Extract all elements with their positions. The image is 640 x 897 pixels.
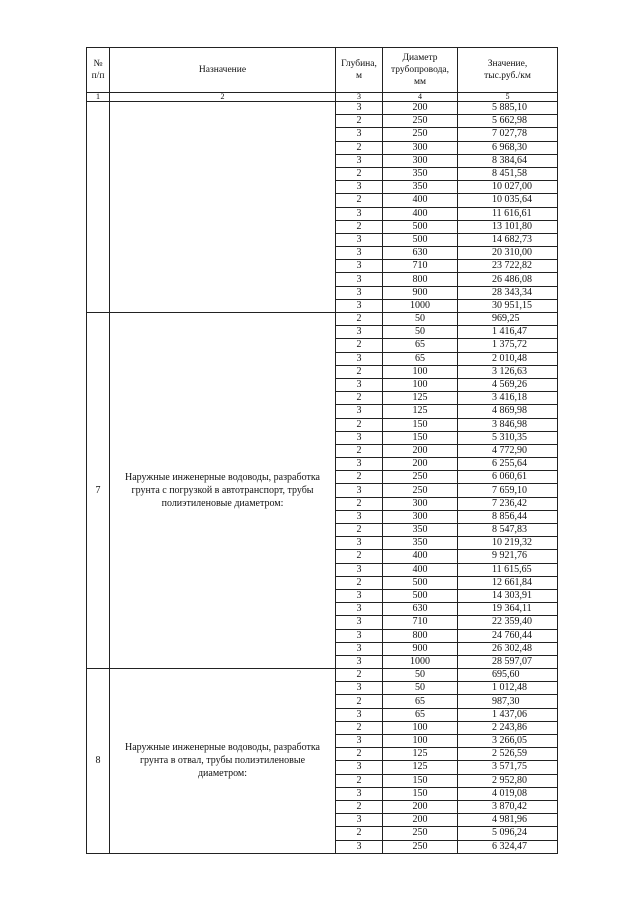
depth-cell: 2 [336, 827, 383, 840]
header-purpose: Назначение [110, 48, 336, 93]
value-text: 28 597,07 [492, 655, 532, 667]
diameter-cell: 50 [383, 326, 458, 339]
value-cell [458, 181, 558, 194]
diameter-cell: 710 [383, 260, 458, 273]
diameter-cell: 100 [383, 378, 458, 391]
diameter-cell: 350 [383, 181, 458, 194]
item-number: 8 [87, 669, 110, 854]
diameter-cell: 50 [383, 313, 458, 326]
value-text: 19 364,11 [492, 603, 532, 615]
value-cell [458, 128, 558, 141]
depth-cell: 3 [336, 735, 383, 748]
table-row [87, 669, 558, 682]
column-number: 1 [87, 93, 110, 102]
depth-cell: 3 [336, 207, 383, 220]
diameter-cell: 400 [383, 207, 458, 220]
value-text: 4 019,08 [492, 787, 527, 799]
value-cell [458, 695, 558, 708]
depth-cell: 3 [336, 326, 383, 339]
depth-cell: 3 [336, 682, 383, 695]
value-text: 22 359,40 [492, 616, 532, 628]
value-cell [458, 642, 558, 655]
value-text: 6 255,64 [492, 458, 527, 470]
diameter-cell: 250 [383, 115, 458, 128]
depth-cell: 3 [336, 286, 383, 299]
depth-cell: 3 [336, 616, 383, 629]
depth-cell: 3 [336, 484, 383, 497]
value-cell [458, 418, 558, 431]
diameter-cell: 250 [383, 827, 458, 840]
value-text: 28 343,34 [492, 286, 532, 298]
depth-cell: 3 [336, 814, 383, 827]
value-text: 24 760,44 [492, 629, 532, 641]
value-text: 3 870,42 [492, 801, 527, 813]
diameter-cell: 300 [383, 497, 458, 510]
depth-cell: 3 [336, 233, 383, 246]
diameter-cell: 500 [383, 220, 458, 233]
value-text: 2 526,59 [492, 748, 527, 760]
value-text: 4 869,98 [492, 405, 527, 417]
value-cell [458, 629, 558, 642]
diameter-cell: 500 [383, 233, 458, 246]
value-cell [458, 814, 558, 827]
value-cell [458, 537, 558, 550]
depth-cell: 2 [336, 339, 383, 352]
value-text: 1 375,72 [492, 339, 527, 351]
value-cell [458, 774, 558, 787]
diameter-cell: 500 [383, 589, 458, 602]
value-text: 4 772,90 [492, 444, 527, 456]
value-cell [458, 299, 558, 312]
diameter-cell: 350 [383, 524, 458, 537]
value-cell [458, 378, 558, 391]
diameter-cell: 900 [383, 642, 458, 655]
value-cell [458, 233, 558, 246]
value-cell [458, 655, 558, 668]
value-text: 7 659,10 [492, 484, 527, 496]
column-number: 2 [110, 93, 336, 102]
value-cell [458, 484, 558, 497]
diameter-cell: 350 [383, 537, 458, 550]
value-cell [458, 458, 558, 471]
value-cell [458, 102, 558, 115]
depth-cell: 2 [336, 774, 383, 787]
diameter-cell: 250 [383, 128, 458, 141]
value-cell [458, 167, 558, 180]
diameter-cell: 65 [383, 339, 458, 352]
depth-cell: 2 [336, 695, 383, 708]
depth-cell: 3 [336, 405, 383, 418]
diameter-cell: 100 [383, 735, 458, 748]
depth-cell: 2 [336, 115, 383, 128]
diameter-cell: 400 [383, 550, 458, 563]
depth-cell: 3 [336, 352, 383, 365]
diameter-cell: 50 [383, 682, 458, 695]
value-cell [458, 247, 558, 260]
table-row [87, 313, 558, 326]
value-text: 7 027,78 [492, 128, 527, 140]
value-text: 11 615,65 [492, 563, 532, 575]
diameter-cell: 300 [383, 141, 458, 154]
depth-cell: 2 [336, 365, 383, 378]
value-text: 7 236,42 [492, 497, 527, 509]
value-cell [458, 827, 558, 840]
diameter-cell: 800 [383, 273, 458, 286]
value-cell [458, 431, 558, 444]
value-cell [458, 326, 558, 339]
column-number-row [87, 93, 558, 102]
table-body [87, 102, 558, 854]
depth-cell: 3 [336, 655, 383, 668]
value-text: 12 661,84 [492, 576, 532, 588]
diameter-cell: 150 [383, 431, 458, 444]
diameter-cell: 200 [383, 102, 458, 115]
diameter-cell: 200 [383, 458, 458, 471]
value-cell [458, 576, 558, 589]
diameter-cell: 65 [383, 708, 458, 721]
value-text: 3 846,98 [492, 418, 527, 430]
depth-cell: 3 [336, 247, 383, 260]
diameter-cell: 400 [383, 563, 458, 576]
depth-cell: 3 [336, 603, 383, 616]
value-text: 6 968,30 [492, 141, 527, 153]
depth-cell: 3 [336, 563, 383, 576]
value-cell [458, 352, 558, 365]
value-cell [458, 286, 558, 299]
diameter-cell: 250 [383, 840, 458, 853]
diameter-cell: 350 [383, 167, 458, 180]
value-text: 5 096,24 [492, 827, 527, 839]
value-text: 2 952,80 [492, 774, 527, 786]
depth-cell: 3 [336, 260, 383, 273]
value-cell [458, 471, 558, 484]
depth-cell: 3 [336, 154, 383, 167]
diameter-cell: 150 [383, 787, 458, 800]
value-cell [458, 787, 558, 800]
value-text: 1 416,47 [492, 326, 527, 338]
diameter-cell: 100 [383, 365, 458, 378]
depth-cell: 2 [336, 141, 383, 154]
value-cell [458, 194, 558, 207]
value-text: 4 981,96 [492, 814, 527, 826]
diameter-cell: 150 [383, 774, 458, 787]
diameter-cell: 50 [383, 669, 458, 682]
diameter-cell: 500 [383, 576, 458, 589]
value-cell [458, 761, 558, 774]
value-cell [458, 563, 558, 576]
value-text: 14 303,91 [492, 590, 532, 602]
value-cell [458, 444, 558, 457]
diameter-cell: 630 [383, 603, 458, 616]
value-text: 6 324,47 [492, 840, 527, 852]
value-cell [458, 708, 558, 721]
diameter-cell: 630 [383, 247, 458, 260]
depth-cell: 3 [336, 787, 383, 800]
depth-cell: 2 [336, 220, 383, 233]
diameter-cell: 400 [383, 194, 458, 207]
depth-cell: 2 [336, 392, 383, 405]
diameter-cell: 800 [383, 629, 458, 642]
value-text: 13 101,80 [492, 220, 532, 232]
value-cell [458, 721, 558, 734]
value-cell [458, 405, 558, 418]
value-text: 11 616,61 [492, 207, 532, 219]
value-cell [458, 589, 558, 602]
header-depth: Глубина, м [336, 48, 383, 93]
depth-cell: 2 [336, 800, 383, 813]
value-text: 10 027,00 [492, 181, 532, 193]
value-cell [458, 524, 558, 537]
value-text: 3 571,75 [492, 761, 527, 773]
diameter-cell: 710 [383, 616, 458, 629]
depth-cell: 2 [336, 313, 383, 326]
table-row [87, 102, 558, 115]
value-text: 6 060,61 [492, 471, 527, 483]
depth-cell: 2 [336, 721, 383, 734]
diameter-cell: 125 [383, 392, 458, 405]
value-cell [458, 800, 558, 813]
value-cell [458, 313, 558, 326]
depth-cell: 3 [336, 708, 383, 721]
depth-cell: 2 [336, 471, 383, 484]
depth-cell: 3 [336, 629, 383, 642]
value-text: 3 416,18 [492, 392, 527, 404]
value-cell [458, 510, 558, 523]
depth-cell: 2 [336, 444, 383, 457]
diameter-cell: 65 [383, 695, 458, 708]
item-description: Наружные инженерные водоводы, разработка грунта в отвал, трубы полиэтиленовые диаметром: [110, 669, 336, 854]
diameter-cell: 200 [383, 800, 458, 813]
diameter-cell: 200 [383, 814, 458, 827]
column-number: 3 [336, 93, 383, 102]
depth-cell: 3 [336, 642, 383, 655]
value-text: 1 437,06 [492, 708, 527, 720]
header-num: № п/п [87, 48, 110, 93]
column-number: 4 [383, 93, 458, 102]
value-cell [458, 365, 558, 378]
value-cell [458, 220, 558, 233]
value-text: 8 384,64 [492, 154, 527, 166]
item-description: Наружные инженерные водоводы, разработка грунта с погрузкой в автотранспорт, трубы полиэтиленовые диаметром: [110, 313, 336, 669]
value-text: 1 012,48 [492, 682, 527, 694]
diameter-cell: 250 [383, 484, 458, 497]
value-text: 10 219,32 [492, 537, 532, 549]
rates-table [86, 47, 558, 854]
depth-cell: 3 [336, 458, 383, 471]
item-number: 7 [87, 313, 110, 669]
value-text: 8 547,83 [492, 524, 527, 536]
column-number: 5 [458, 93, 558, 102]
depth-cell: 3 [336, 128, 383, 141]
diameter-cell: 1000 [383, 655, 458, 668]
header-diameter: Диаметр трубопровода, мм [383, 48, 458, 93]
value-text: 26 486,08 [492, 273, 532, 285]
diameter-cell: 125 [383, 761, 458, 774]
diameter-cell: 250 [383, 471, 458, 484]
value-text: 5 310,35 [492, 431, 527, 443]
depth-cell: 3 [336, 840, 383, 853]
value-text: 14 682,73 [492, 233, 532, 245]
depth-cell: 3 [336, 537, 383, 550]
value-cell [458, 748, 558, 761]
diameter-cell: 200 [383, 444, 458, 457]
diameter-cell: 150 [383, 418, 458, 431]
value-text: 969,25 [492, 313, 520, 325]
depth-cell: 3 [336, 510, 383, 523]
value-text: 8 856,44 [492, 510, 527, 522]
diameter-cell: 125 [383, 748, 458, 761]
value-text: 23 722,82 [492, 260, 532, 272]
depth-cell: 3 [336, 102, 383, 115]
depth-cell: 3 [336, 431, 383, 444]
depth-cell: 3 [336, 761, 383, 774]
diameter-cell: 125 [383, 405, 458, 418]
depth-cell: 2 [336, 497, 383, 510]
value-text: 4 569,26 [492, 379, 527, 391]
value-cell [458, 669, 558, 682]
value-cell [458, 616, 558, 629]
value-text: 2 243,86 [492, 721, 527, 733]
value-text: 695,60 [492, 669, 520, 681]
depth-cell: 3 [336, 181, 383, 194]
value-cell [458, 115, 558, 128]
depth-cell: 3 [336, 378, 383, 391]
value-cell [458, 550, 558, 563]
header-row [87, 48, 558, 93]
value-text: 26 302,48 [492, 642, 532, 654]
depth-cell: 3 [336, 299, 383, 312]
value-cell [458, 840, 558, 853]
value-cell [458, 392, 558, 405]
depth-cell: 2 [336, 669, 383, 682]
header-value: Значение, тыс.руб./км [458, 48, 558, 93]
value-text: 20 310,00 [492, 247, 532, 259]
depth-cell: 2 [336, 576, 383, 589]
value-cell [458, 260, 558, 273]
value-text: 2 010,48 [492, 352, 527, 364]
value-cell [458, 141, 558, 154]
value-cell [458, 497, 558, 510]
diameter-cell: 300 [383, 510, 458, 523]
depth-cell: 2 [336, 748, 383, 761]
value-text: 3 126,63 [492, 365, 527, 377]
diameter-cell: 100 [383, 721, 458, 734]
value-text: 5 885,10 [492, 102, 527, 114]
value-cell [458, 154, 558, 167]
value-cell [458, 339, 558, 352]
depth-cell: 2 [336, 524, 383, 537]
value-text: 10 035,64 [492, 194, 532, 206]
item-number [87, 102, 110, 313]
value-text: 8 451,58 [492, 168, 527, 180]
item-description [110, 102, 336, 313]
depth-cell: 3 [336, 589, 383, 602]
diameter-cell: 1000 [383, 299, 458, 312]
value-text: 3 266,05 [492, 735, 527, 747]
value-text: 987,30 [492, 695, 520, 707]
depth-cell: 2 [336, 550, 383, 563]
diameter-cell: 300 [383, 154, 458, 167]
value-text: 9 921,76 [492, 550, 527, 562]
depth-cell: 2 [336, 167, 383, 180]
value-text: 5 662,98 [492, 115, 527, 127]
diameter-cell: 65 [383, 352, 458, 365]
value-cell [458, 273, 558, 286]
depth-cell: 2 [336, 418, 383, 431]
depth-cell: 2 [336, 194, 383, 207]
value-cell [458, 682, 558, 695]
value-cell [458, 603, 558, 616]
value-text: 30 951,15 [492, 299, 532, 311]
value-cell [458, 207, 558, 220]
diameter-cell: 900 [383, 286, 458, 299]
depth-cell: 3 [336, 273, 383, 286]
value-cell [458, 735, 558, 748]
